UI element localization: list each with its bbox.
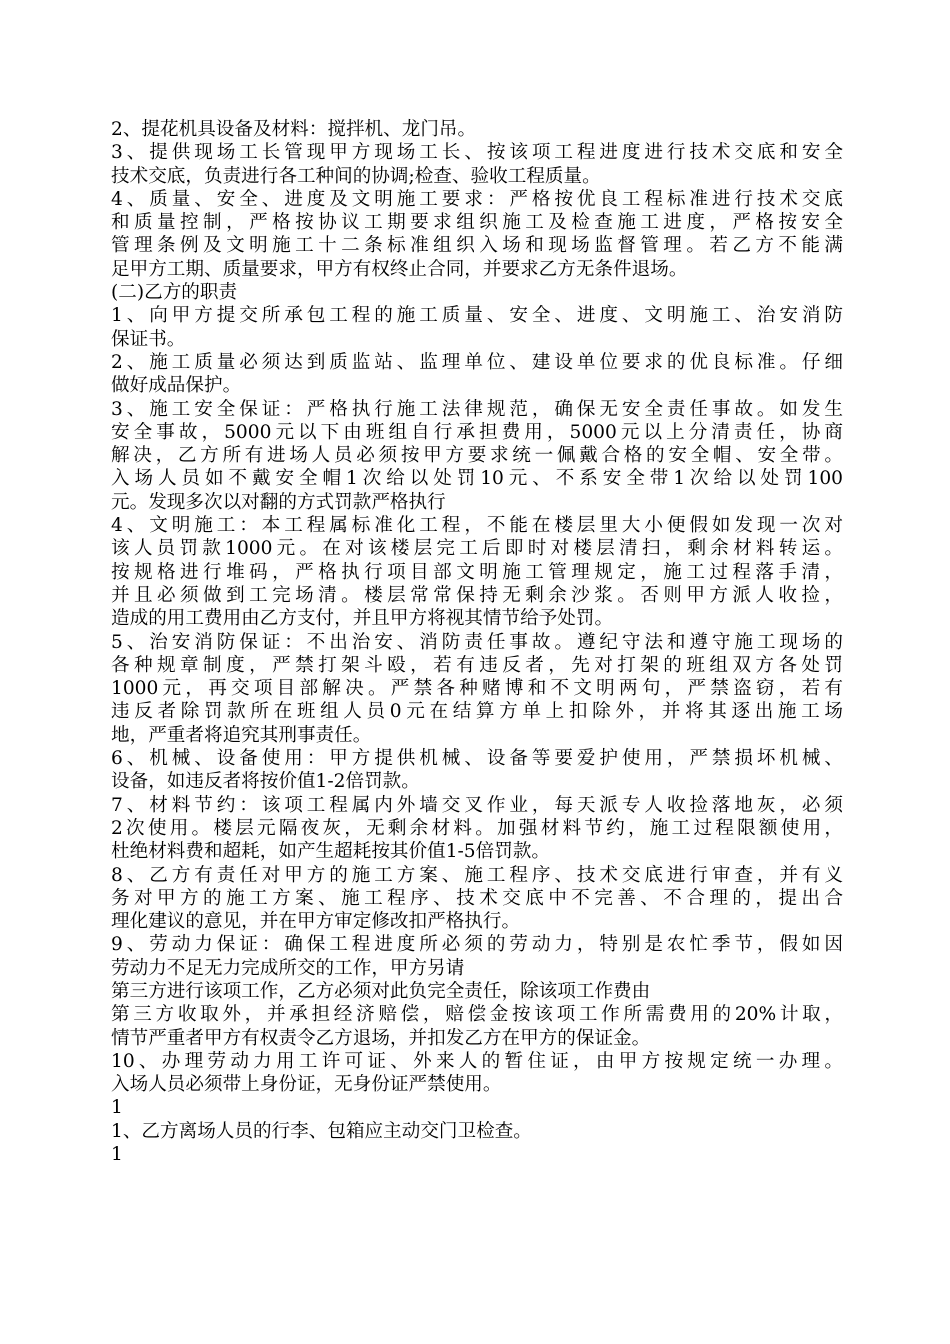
text-line: 3、施工安全保证：严格执行施工法律规范，确保无安全责任事故。如发生 — [111, 398, 843, 420]
text-line: 解决，乙方所有进场人员必须按甲方要求统一佩戴合格的安全帽、安全带。 — [111, 445, 843, 467]
text-line: 和质量控制，严格按协议工期要求组织施工及检查施工进度，严格按安全 — [111, 212, 843, 234]
text-line: 元。发现多次以对翻的方式罚款严格执行 — [111, 491, 446, 513]
text-line: 保证书。 — [111, 328, 186, 350]
text-line: 2、施工质量必须达到质监站、监理单位、建设单位要求的优良标准。仔细 — [111, 351, 843, 373]
text-line: 2、提花机具设备及材料：搅拌机、龙门吊。 — [111, 119, 477, 140]
text-line: 4、文明施工：本工程属标准化工程，不能在楼层里大小便假如发现一次对 — [111, 515, 843, 537]
text-line: 情节严重者甲方有权责令乙方退场，并扣发乙方在甲方的保证金。 — [111, 1027, 651, 1049]
text-line: 杜绝材料费和超耗，如产生超耗按其价值1-5倍罚款。 — [111, 841, 551, 863]
text-line: (二)乙方的职责 — [111, 282, 238, 304]
text-line: 4、质量、安全、进度及文明施工要求：严格按优良工程标准进行技术交底 — [111, 188, 843, 210]
text-line: 1 — [111, 1144, 123, 1166]
document-page — [111, 118, 843, 1166]
text-line: 劳动力不足无力完成所交的工作，甲方另请 — [111, 957, 465, 979]
text-line: 第三方进行该项工作，乙方必须对此负完全责任，除该项工作费由 — [111, 980, 651, 1002]
text-line: 8、乙方有责任对甲方的施工方案、施工程序、技术交底进行审查，并有义 — [111, 864, 843, 886]
text-line: 该人员罚款1000元。在对该楼层完工后即时对楼层清扫，剩余材料转运。 — [111, 538, 843, 560]
text-line: 足甲方工期、质量要求，甲方有权终止合同，并要求乙方无条件退场。 — [111, 258, 688, 280]
text-line: 务对甲方的施工方案、施工程序、技术交底中不完善、不合理的，提出合 — [111, 887, 843, 909]
text-line: 6、机械、设备使用：甲方提供机械、设备等要爱护使用，严禁损坏机械、 — [111, 748, 843, 770]
text-line: 违反者除罚款所在班组人员0元在结算方单上扣除外，并将其逐出施工场 — [111, 701, 843, 723]
text-line: 5、治安消防保证：不出治安、消防责任事故。遵纪守法和遵守施工现场的 — [111, 631, 843, 653]
text-line: 各种规章制度，严禁打架斗殴，若有违反者，先对打架的班组双方各处罚 — [111, 654, 843, 676]
text-line: 1、向甲方提交所承包工程的施工质量、安全、进度、文明施工、治安消防 — [111, 305, 843, 327]
text-line: 设备，如违反者将按价值1-2倍罚款。 — [111, 771, 420, 793]
text-line: 按规格进行堆码，严格执行项目部文明施工管理规定，施工过程落手清， — [111, 561, 843, 583]
text-line: 2次使用。楼层元隔夜灰，无剩余材料。加强材料节约，施工过程限额使用， — [111, 817, 843, 839]
text-line: 安全事故，5000元以下由班组自行承担费用，5000元以上分清责任，协商 — [111, 421, 843, 443]
text-line: 造成的用工费用由乙方支付，并且甲方将视其情节给予处罚。 — [111, 608, 614, 630]
text-line: 技术交底，负责进行各工种间的协调;检查、验收工程质量。 — [111, 165, 601, 187]
text-line: 9、劳动力保证：确保工程进度所必须的劳动力，特别是农忙季节，假如因 — [111, 934, 843, 956]
text-line: 入场人员必须带上身份证，无身份证严禁使用。 — [111, 1074, 502, 1096]
text-line: 理化建议的意见，并在甲方审定修改扣严格执行。 — [111, 911, 521, 933]
text-line: 3、提供现场工长管现甲方现场工长、按该项工程进度进行技术交底和安全 — [111, 142, 843, 164]
text-line: 1、乙方离场人员的行李、包箱应主动交门卫检查。 — [111, 1120, 532, 1142]
text-line: 地，严重者将追究其刑事责任。 — [111, 724, 372, 746]
text-line: 第三方收取外，并承担经济赔偿，赔偿金按该项工作所需费用的20%计取， — [111, 1004, 843, 1026]
text-line: 7、材料节约：该项工程属内外墙交叉作业，每天派专人收捡落地灰，必须 — [111, 794, 843, 816]
text-line: 做好成品保护。 — [111, 375, 242, 397]
text-line: 1 — [111, 1097, 123, 1119]
text-line: 1000元，再交项目部解决。严禁各种赌博和不文明两句，严禁盗窃，若有 — [111, 678, 843, 700]
text-line: 10、办理劳动力用工许可证、外来人的暂住证，由甲方按规定统一办理。 — [111, 1050, 843, 1072]
text-line: 管理条例及文明施工十二条标准组织入场和现场监督管理。若乙方不能满 — [111, 235, 843, 257]
text-line: 并且必须做到工完场清。楼层常常保持无剩余沙浆。否则甲方派人收捡， — [111, 584, 843, 606]
text-line: 入场人员如不戴安全帽1次给以处罚10元、不系安全带1次给以处罚100 — [111, 468, 843, 490]
